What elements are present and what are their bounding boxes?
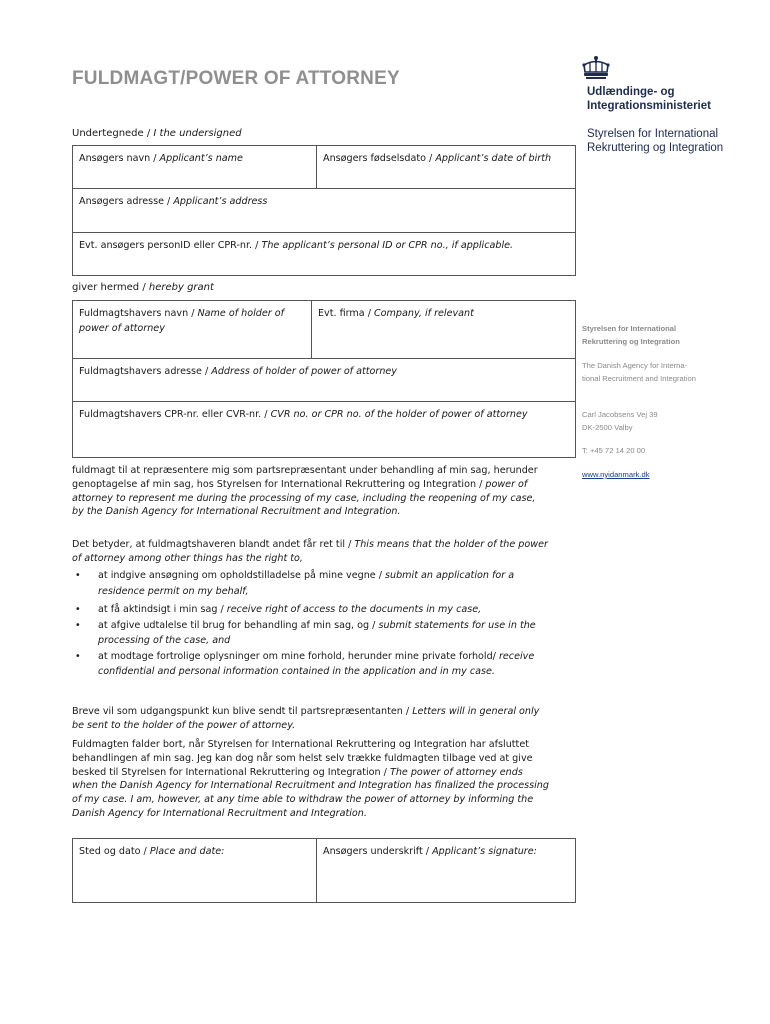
applicant-id-field[interactable]: Evt. ansøgers personID eller CPR-nr. / The applicant’s personal ID or CPR no., if applicable. [79, 240, 514, 251]
holder-cpr-field[interactable]: Fuldmagtshavers CPR-nr. eller CVR-nr. / CVR no. or CPR no. of the holder of power of attorney [79, 409, 528, 420]
list-item: • at modtage fortrolige oplysninger om mine forhold, herunder mine private forhold/ receive confidential and personal information contained in the application and in my case. [75, 650, 535, 677]
sidebar-agency-da: Styrelsen for International Rekruttering og Integration [582, 324, 680, 346]
list-item: • at indgive ansøgning om opholdstilladelse på mine vegne / submit an application for a residence permit on my behalf, [75, 570, 515, 597]
applicant-name-field[interactable]: Ansøgers navn / Applicant’s name [79, 153, 243, 164]
sidebar-website-link[interactable]: www.nyidanmark.dk [582, 470, 650, 479]
signature-field[interactable]: Ansøgers underskrift / Applicant’s signature: [323, 846, 537, 857]
undersigned-label: Undertegnede / I the undersigned [72, 128, 242, 139]
paragraph-authority: fuldmagt til at repræsentere mig som partsrepræsentant under behandling af min sag, herunder genoptagelse af min sag, hos Styrelsen for International Rekruttering og Integration / power of attorney to represent me during the processing of my case, including the reopening of my case, by the Danish Agency for International Recruitment and Integration. [72, 465, 538, 518]
holder-name-field[interactable]: Fuldmagtshavers navn / Name of holder of power of attorney [79, 308, 284, 334]
list-item: • at få aktindsigt i min sag / receive right of access to the documents in my case, [75, 604, 482, 615]
sidebar-phone: T: +45 72 14 20 00 [582, 446, 646, 455]
company-field[interactable]: Evt. firma / Company, if relevant [318, 308, 474, 319]
applicant-address-field[interactable]: Ansøgers adresse / Applicant’s address [79, 196, 268, 207]
applicant-dob-field[interactable]: Ansøgers fødselsdato / Applicant’s date of birth [323, 153, 552, 164]
holder-address-field[interactable]: Fuldmagtshavers adresse / Address of holder of power of attorney [79, 366, 397, 377]
sidebar-address: Carl Jacobsens Vej 39 DK-2500 Valby [582, 410, 658, 432]
sidebar-agency-en: The Danish Agency for Interna- tional Recruitment and Integration [582, 361, 696, 383]
crown-icon [581, 55, 611, 81]
place-date-field[interactable]: Sted og dato / Place and date: [79, 846, 225, 857]
rights-list [72, 568, 550, 680]
paragraph-rights-intro: Det betyder, at fuldmagtshaveren blandt andet får ret til / This means that the holder of the power of attorney among other things has the right to, [72, 539, 548, 564]
document-title: FULDMAGT/POWER OF ATTORNEY [72, 68, 400, 89]
paragraph-letters: Breve vil som udgangspunkt kun blive sendt til partsrepræsentanten / Letters will in general only be sent to the holder of the power of attorney. [72, 706, 540, 731]
list-item: • at afgive udtalelse til brug for behandling af min sag, og / submit statements for use in the processing of the case, and [75, 619, 536, 646]
hereby-grant-label: giver hermed / hereby grant [72, 282, 214, 293]
paragraph-termination: Fuldmagten falder bort, når Styrelsen for International Rekruttering og Integration har afsluttet behandlingen af min sag. Jeg kan dog når som helst selv trække fuldmagten tilbage ved at give besked til Styrelsen for International Rekruttering og Integration / The power of attorney ends when the Danish Agency for International Recruitment and Integration has finalized the processing of my case. I am, however, at any time able to withdraw the power of attorney by informing the Danish Agency for International Recruitment and Integration. [72, 739, 549, 819]
ministry-name: Udlændinge- og Integrationsministeriet [587, 86, 711, 112]
agency-name: Styrelsen for International Rekruttering og Integration [587, 128, 724, 154]
